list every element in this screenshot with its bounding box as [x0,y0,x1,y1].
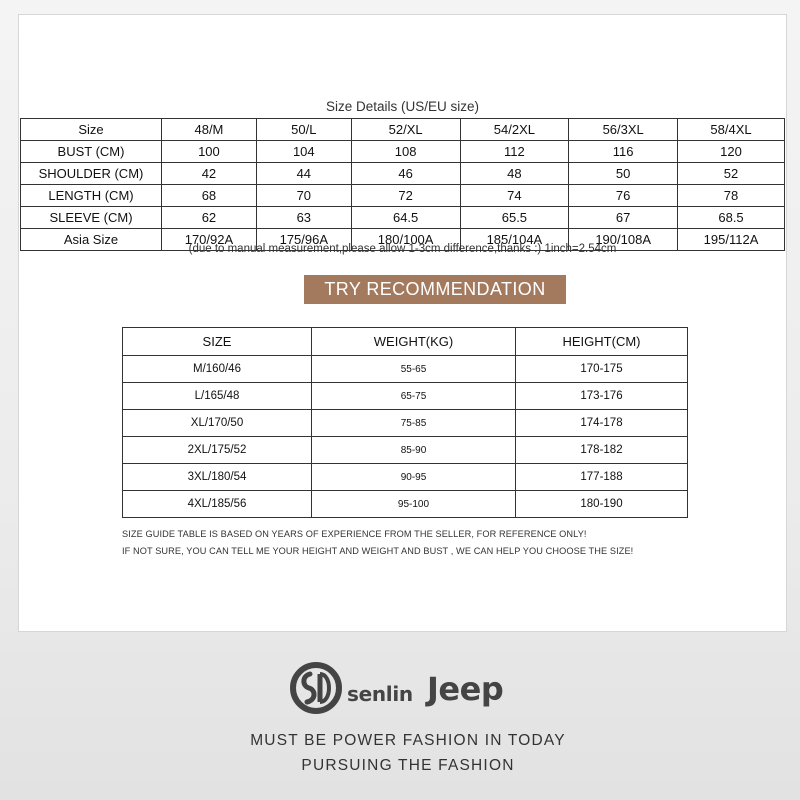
table-cell: 178-182 [516,437,688,464]
table-header-cell: 50/L [256,119,351,141]
size-details-table [20,118,785,251]
table-cell: 112 [460,141,569,163]
table-cell: XL/170/50 [123,410,312,437]
table-header-cell: 54/2XL [460,119,569,141]
table-cell: 90-95 [312,464,516,491]
table-row [123,383,688,410]
recommendation-table [122,327,688,518]
table-cell: 175/96A [256,229,351,251]
table-cell: SLEEVE (CM) [21,207,162,229]
table-cell: 4XL/185/56 [123,491,312,518]
table-cell: 50 [569,163,678,185]
table-cell: 177-188 [516,464,688,491]
table-row [21,141,785,163]
table-row [123,410,688,437]
table-cell: 65-75 [312,383,516,410]
table-cell: 42 [162,163,257,185]
table-cell: 2XL/175/52 [123,437,312,464]
brand-emblem-icon [289,660,345,716]
table-cell: 63 [256,207,351,229]
table-cell: 67 [569,207,678,229]
size-guide-disclaimer [122,526,633,560]
table-cell: 52 [678,163,785,185]
table-row [21,207,785,229]
slogan-line-1: MUST BE POWER FASHION IN TODAY [250,732,566,749]
table-cell: 170/92A [162,229,257,251]
table-cell: 78 [678,185,785,207]
table-cell: 170-175 [516,356,688,383]
table-cell: 74 [460,185,569,207]
size-details-title: Size Details (US/EU size) [325,99,480,114]
guide-line: SIZE GUIDE TABLE IS BASED ON YEARS OF EXPERIENCE FROM THE SELLER, FOR REFERENCE ONLY! [122,529,587,539]
table-row [123,464,688,491]
size-chart-card [18,14,787,632]
table-cell: 85-90 [312,437,516,464]
table-cell: SHOULDER (CM) [21,163,162,185]
table-cell: 76 [569,185,678,207]
guide-line: IF NOT SURE, YOU CAN TELL ME YOUR HEIGHT AND WEIGHT AND BUST , WE CAN HELP YOU CHOOSE THE SIZE! [122,546,634,556]
table-cell: 48 [460,163,569,185]
table-cell: BUST (CM) [21,141,162,163]
table-cell: LENGTH (CM) [21,185,162,207]
table-cell: 190/108A [569,229,678,251]
measurement-note: (due to manual measurement,please allow 1-3cm difference,thanks :) 1inch=2.54cm [188,243,617,255]
table-cell: 64.5 [351,207,460,229]
table-cell: 3XL/180/54 [123,464,312,491]
table-cell: 68.5 [678,207,785,229]
table-cell: 44 [256,163,351,185]
table-cell: 62 [162,207,257,229]
table-header-cell: 52/XL [351,119,460,141]
slogan-line-2: PURSUING THE FASHION [301,757,515,774]
table-header-cell: Size [21,119,162,141]
table-cell: 174-178 [516,410,688,437]
brand-logo [289,660,549,716]
table-header-cell: WEIGHT(KG) [312,328,516,356]
table-cell: 173-176 [516,383,688,410]
table-row [123,491,688,518]
table-cell: 70 [256,185,351,207]
table-cell: 72 [351,185,460,207]
table-cell: 116 [569,141,678,163]
table-cell: 68 [162,185,257,207]
table-cell: 104 [256,141,351,163]
try-recommendation-banner: TRY RECOMMENDATION [304,275,566,304]
table-row [21,185,785,207]
table-cell: 65.5 [460,207,569,229]
table-row [123,356,688,383]
table-cell: 180-190 [516,491,688,518]
table-header-cell: 48/M [162,119,257,141]
table-cell: 55-65 [312,356,516,383]
table-header-row [21,119,785,141]
table-header-cell: 58/4XL [678,119,785,141]
table-cell: Asia Size [21,229,162,251]
table-cell: 100 [162,141,257,163]
table-cell: M/160/46 [123,356,312,383]
table-cell: L/165/48 [123,383,312,410]
brand-name-big: Jeep [427,670,504,708]
table-row [123,437,688,464]
table-header-cell: 56/3XL [569,119,678,141]
table-cell: 108 [351,141,460,163]
table-header-cell: SIZE [123,328,312,356]
brand-name-small: senlin [347,682,413,706]
table-cell: 120 [678,141,785,163]
table-cell: 75-85 [312,410,516,437]
table-cell: 185/104A [460,229,569,251]
table-cell: 95-100 [312,491,516,518]
table-cell: 46 [351,163,460,185]
table-cell: 180/100A [351,229,460,251]
table-header-row [123,328,688,356]
table-row [21,163,785,185]
table-header-cell: HEIGHT(CM) [516,328,688,356]
table-cell: 195/112A [678,229,785,251]
